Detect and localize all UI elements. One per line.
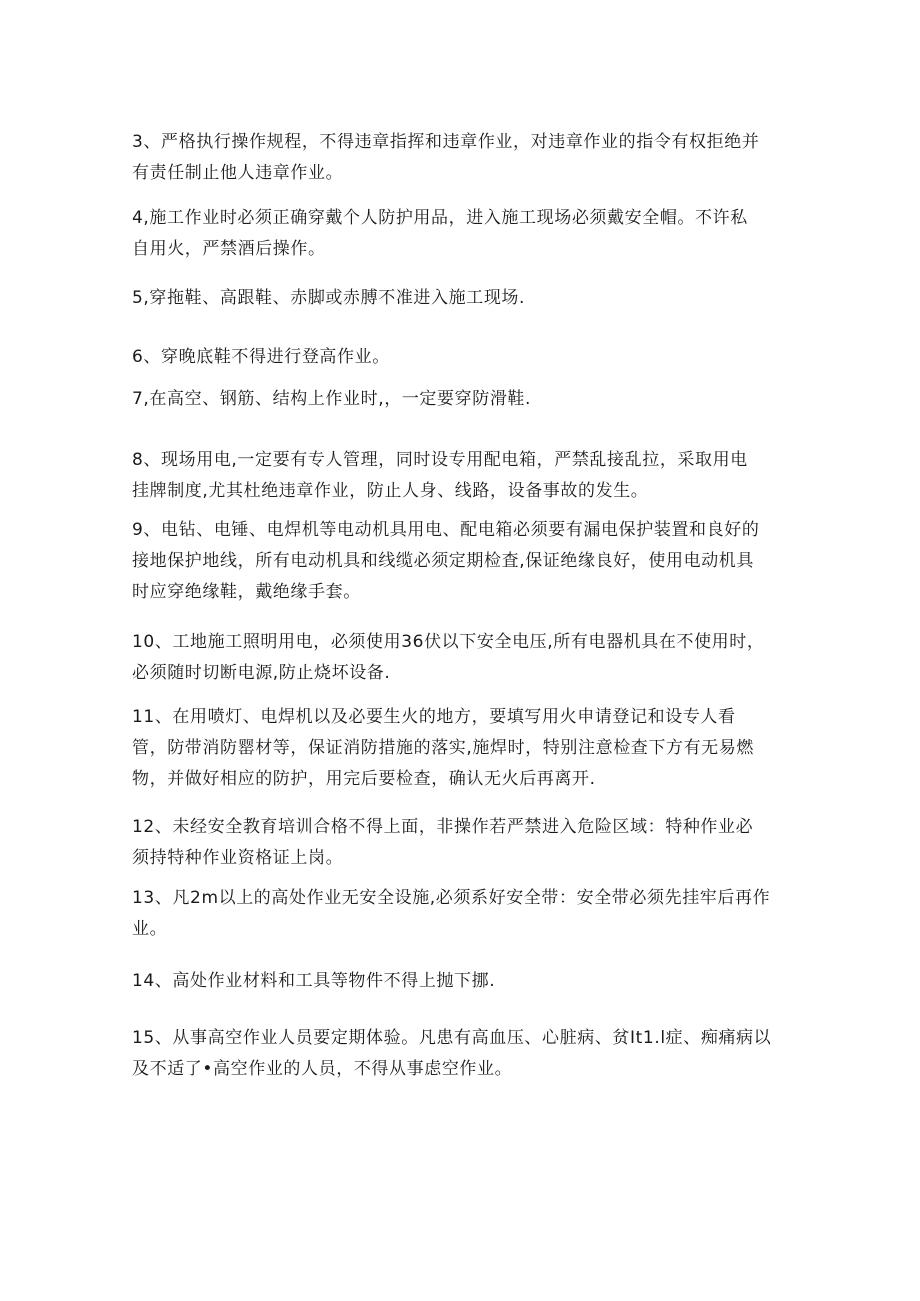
rule-line: 7,在高空、钢筋、结构上作业时,，一定要穿防滑鞋. xyxy=(132,389,532,409)
rule-line: 时应穿绝缘鞋，戴绝缘手套。 xyxy=(132,582,361,602)
rule-line: 挂牌制度,尤其杜绝违章作业，防止人身、线路，设备事故的发生。 xyxy=(132,481,649,501)
rule-item-8 xyxy=(132,445,792,507)
rule-item-15 xyxy=(132,1023,792,1085)
rule-item-9 xyxy=(132,515,792,608)
rule-line: 物，并做好相应的防护，用完后要检查，确认无火后再离开. xyxy=(132,769,596,789)
rule-line: 13、凡2m以上的高处作业无安全设施,必须系好安全带：安全带必须先挂牢后再作 xyxy=(132,888,771,908)
rule-line: 业。 xyxy=(132,919,168,939)
rule-line: 11、在用喷灯、电焊机以及必要生火的地方，要填写用火申请登记和设专人看 xyxy=(132,707,736,727)
rule-item-10 xyxy=(132,627,792,689)
rule-line: 15、从事高空作业人员要定期体验。凡患有高血压、心脏病、贫It1.l症、痴痛病以 xyxy=(132,1028,772,1048)
rule-item-11 xyxy=(132,702,792,795)
rule-line: 管，防带消防罂材等，保证消防措施的落实,施焊时，特别注意检查下方有无易燃 xyxy=(132,738,755,758)
rule-line: 自用火，严禁酒后操作。 xyxy=(132,239,326,259)
rule-item-13 xyxy=(132,883,792,945)
rule-item-12 xyxy=(132,812,792,874)
rule-line: 3、严格执行操作规程，不得违章指挥和违章作业，对违章作业的指令有权拒绝并 xyxy=(132,132,760,152)
rule-line: 14、高处作业材料和工具等物件不得上抛下挪. xyxy=(132,971,496,991)
rule-item-6 xyxy=(132,342,792,373)
rule-line: 6、穿晚底鞋不得进行登高作业。 xyxy=(132,347,390,367)
rule-line: 接地保护地线，所有电动机具和线缆必须定期检査,保证绝缘良好，使用电动机具 xyxy=(132,551,755,571)
rule-line: 及不适了•高空作业的人员，不得从事虑空作业。 xyxy=(132,1059,513,1079)
rule-item-7 xyxy=(132,384,792,415)
rule-item-3 xyxy=(132,127,792,189)
rule-line: 8、现场用电,一定要有专人管理，同时设专用配电箱，严禁乱接乱拉，采取用电 xyxy=(132,450,748,470)
rule-line: 5,穿拖鞋、高跟鞋、赤脚或赤膊不准进入施工现场. xyxy=(132,288,526,308)
rule-line: 4,施工作业时必须正确穿戴个人防护用品，进入施工现场必须戴安全帽。不许私 xyxy=(132,208,748,228)
rule-line: 必须随时切断电源,防止烧坏设备. xyxy=(132,663,391,683)
rule-item-5 xyxy=(132,283,792,314)
rule-line: 12、未经安全教育培训合格不得上面，非操作若严禁进入危险区域：特种作业必 xyxy=(132,817,754,837)
rule-item-4 xyxy=(132,203,792,265)
rule-item-14 xyxy=(132,966,792,997)
rule-line: 有责任制止他人违章作业。 xyxy=(132,163,344,183)
rule-line: 须持特种作业资格证上岗。 xyxy=(132,848,344,868)
rule-line: 9、电钻、电锤、电焊机等电动机具用电、配电箱必须要有漏电保护装置和良好的 xyxy=(132,520,760,540)
rule-line: 10、工地施工照明用电，必须使用36伏以下安全电压,所有电器机具在不使用时， xyxy=(132,632,765,652)
